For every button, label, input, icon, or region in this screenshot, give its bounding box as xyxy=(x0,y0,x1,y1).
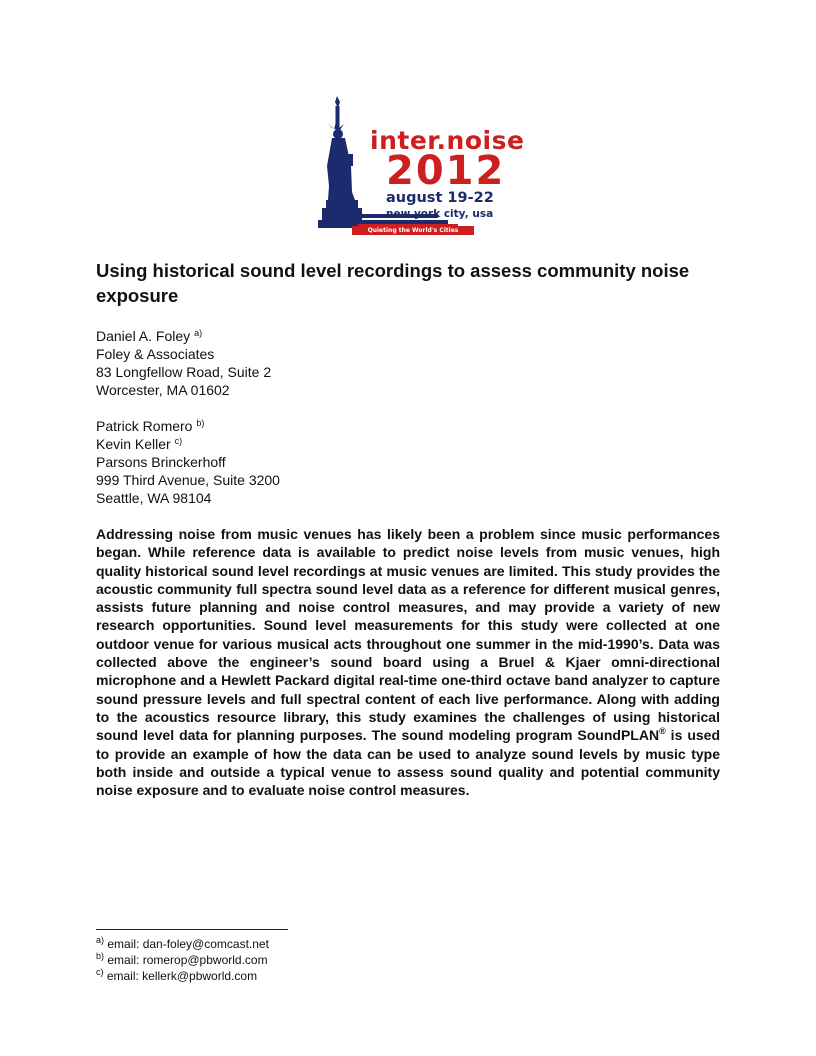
author-line xyxy=(96,327,271,345)
footnote-text: email: romerop@pbworld.com xyxy=(104,953,268,967)
author-address-line: Seattle, WA 98104 xyxy=(96,490,212,506)
logo-title: inter.noise xyxy=(370,126,525,155)
footnote-mark: b) xyxy=(96,951,105,961)
author-name: Patrick Romero xyxy=(96,418,193,434)
author-line xyxy=(96,435,280,453)
author-mark: b) xyxy=(196,418,205,428)
author-address-line: 83 Longfellow Road, Suite 2 xyxy=(96,364,272,380)
author-mark: c) xyxy=(174,436,183,446)
logo-year: 2012 xyxy=(386,148,506,194)
author-affiliation: Parsons Brinckerhoff xyxy=(96,454,226,470)
abstract xyxy=(96,525,720,799)
footnote-text: email: dan-foley@comcast.net xyxy=(104,937,269,951)
abstract-text: is used to provide an example of how the data can be used to analyze sound levels by music type both inside and outside a typical venue to assess sound quality and potential community noise exposure and to evaluate noise control measures. xyxy=(96,727,720,799)
author-line xyxy=(96,417,280,435)
footnote xyxy=(96,953,268,968)
author-mark: a) xyxy=(194,328,203,338)
footnote-mark: c) xyxy=(96,967,104,977)
author-address-line: 999 Third Avenue, Suite 3200 xyxy=(96,472,280,488)
abstract-text: Addressing noise from music venues has likely been a problem since music performances began. While reference data is available to predict noise levels from music venues, high quality historical sound level recordings at music venues are limited. This study provides the acoustic community full spectra sound level data as a reference for different musical genres, assists future planning and noise control measures, and may provide a variety of new research opportunities. Sound level measurements for this study were collected at one outdoor venue for various musical acts throughout one summer in the mid-1990’s. Data was collected above the engineer’s sound board using a Bruel & Kjaer omni-directional microphone and a Hewlett Packard digital real-time one-third octave band analyzer to capture sound pressure levels and full spectral content of each live performance. Along with adding to the acoustics resource library, this study examines the challenges of using historical sound level data for planning purposes. The sound modeling program SoundPLAN xyxy=(96,526,720,744)
registered-mark: ® xyxy=(659,726,666,737)
author-address-line: Worcester, MA 01602 xyxy=(96,382,230,398)
footnote-text: email: kellerk@pbworld.com xyxy=(103,969,258,983)
logo-dates: august 19-22 xyxy=(386,190,494,206)
footnote xyxy=(96,969,257,984)
logo-tagline: Quieting the World's Cities xyxy=(352,226,474,235)
author-name: Kevin Keller xyxy=(96,436,171,452)
footnote-mark: a) xyxy=(96,935,105,945)
logo-city: new york city, usa xyxy=(386,208,494,220)
author-block-2 xyxy=(96,417,280,507)
author-name: Daniel A. Foley xyxy=(96,328,191,344)
author-affiliation: Foley & Associates xyxy=(96,346,215,362)
footnote xyxy=(96,937,269,952)
paper-title: Using historical sound level recordings to assess community noise exposure xyxy=(96,260,690,306)
footnote-divider xyxy=(96,929,288,930)
author-block-1 xyxy=(96,327,271,399)
